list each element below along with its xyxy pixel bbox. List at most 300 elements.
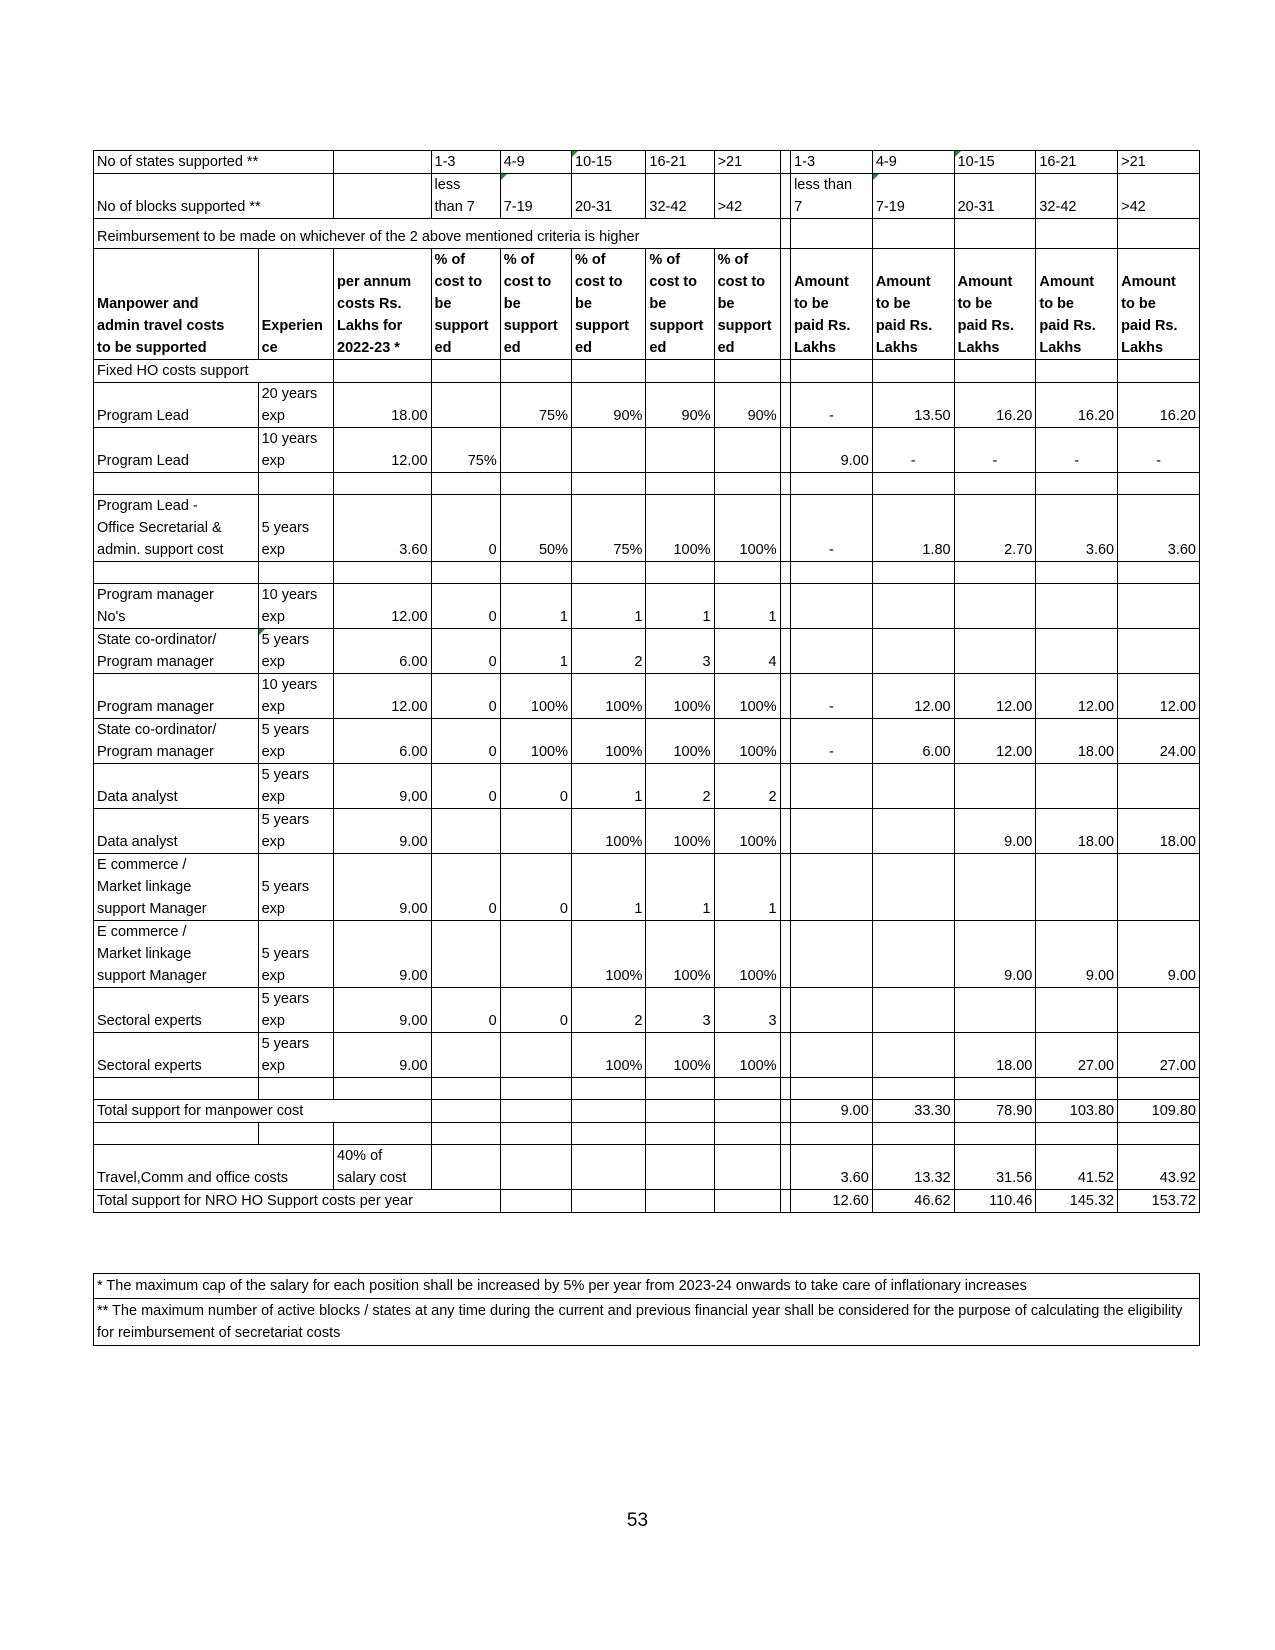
empty-cell <box>500 1190 571 1213</box>
empty-cell <box>334 151 431 174</box>
pct-value: 2 <box>572 988 646 1033</box>
amount-value <box>791 809 873 854</box>
header-pct: % of cost to be support ed <box>646 249 714 360</box>
empty-cell <box>258 562 333 584</box>
total-amount: 78.90 <box>954 1100 1036 1123</box>
amount-value: 3.60 <box>1118 495 1200 562</box>
amount-value <box>872 854 954 921</box>
total-amount: 33.30 <box>872 1100 954 1123</box>
travel-amount: 41.52 <box>1036 1145 1118 1190</box>
pct-value: 100% <box>500 674 571 719</box>
pct-value: 0 <box>431 764 500 809</box>
travel-label: Travel,Comm and office costs <box>94 1145 334 1190</box>
header-amount: Amount to be paid Rs. Lakhs <box>1118 249 1200 360</box>
empty-cell <box>500 473 571 495</box>
amount-value <box>791 584 873 629</box>
amount-value: 16.20 <box>1036 383 1118 428</box>
pct-value: 1 <box>500 629 571 674</box>
pct-value: 100% <box>714 495 780 562</box>
empty-cell <box>646 1123 714 1145</box>
role: Program Lead - Office Secretarial & admin. support cost <box>94 495 259 562</box>
header-pct: % of cost to be support ed <box>572 249 646 360</box>
total-nro-row <box>94 1190 1200 1213</box>
total-amount: 109.80 <box>1118 1100 1200 1123</box>
amount-value: - <box>791 495 873 562</box>
empty-cell <box>780 360 790 383</box>
empty-cell <box>954 562 1036 584</box>
spacer-row <box>94 562 1200 584</box>
empty-cell <box>431 1078 500 1100</box>
empty-cell <box>572 360 646 383</box>
separator <box>780 674 790 719</box>
empty-cell <box>334 473 431 495</box>
header-cost: per annum costs Rs. Lakhs for 2022-23 * <box>334 249 431 360</box>
pct-value: 100% <box>572 719 646 764</box>
pct-value: 1 <box>572 764 646 809</box>
amount-value: 3.60 <box>1036 495 1118 562</box>
fixed-ho-row <box>94 360 1200 383</box>
amount-value <box>1036 764 1118 809</box>
data-row <box>94 719 1200 764</box>
amount-value: 9.00 <box>791 428 873 473</box>
amount-value <box>1118 764 1200 809</box>
fixed-ho-label: Fixed HO costs support <box>94 360 334 383</box>
role: State co-ordinator/ Program manager <box>94 719 259 764</box>
empty-cell <box>431 562 500 584</box>
amount-value <box>872 809 954 854</box>
amount-value: 12.00 <box>1036 674 1118 719</box>
pct-value: 90% <box>714 383 780 428</box>
separator <box>780 584 790 629</box>
pct-value: 100% <box>500 719 571 764</box>
empty-cell <box>714 1100 780 1123</box>
pct-value <box>714 428 780 473</box>
empty-cell <box>714 1123 780 1145</box>
empty-cell <box>780 473 790 495</box>
role: Program Lead <box>94 428 259 473</box>
experience: 20 years exp <box>258 383 333 428</box>
amount-value: - <box>1118 428 1200 473</box>
empty-cell <box>500 1145 571 1190</box>
separator <box>780 1190 790 1213</box>
empty-cell <box>1118 562 1200 584</box>
annual-cost: 9.00 <box>334 854 431 921</box>
experience: 5 years exp <box>258 988 333 1033</box>
header-amount: Amount to be paid Rs. Lakhs <box>1036 249 1118 360</box>
pct-value: 100% <box>714 674 780 719</box>
empty-cell <box>646 360 714 383</box>
amount-value <box>1036 854 1118 921</box>
pct-value: 75% <box>572 495 646 562</box>
empty-cell <box>646 1145 714 1190</box>
amount-value <box>954 988 1036 1033</box>
page-number: 53 <box>626 1510 649 1531</box>
annual-cost: 9.00 <box>334 988 431 1033</box>
role: Program manager <box>94 674 259 719</box>
empty-cell <box>954 219 1036 249</box>
empty-cell <box>1118 219 1200 249</box>
pct-value <box>431 383 500 428</box>
separator <box>780 219 790 249</box>
empty-cell <box>791 360 873 383</box>
amount-value: - <box>791 719 873 764</box>
annual-cost: 12.00 <box>334 674 431 719</box>
amount-value: - <box>1036 428 1118 473</box>
empty-cell <box>334 360 431 383</box>
state-range: 10-15 <box>954 151 1036 174</box>
separator <box>780 988 790 1033</box>
block-range: 7-19 <box>872 174 954 219</box>
travel-amount: 3.60 <box>791 1145 873 1190</box>
empty-cell <box>954 1078 1036 1100</box>
data-row <box>94 921 1200 988</box>
amount-value <box>954 854 1036 921</box>
total-manpower-label: Total support for manpower cost <box>94 1100 432 1123</box>
amount-value <box>872 921 954 988</box>
state-range: 10-15 <box>572 151 646 174</box>
empty-cell <box>500 562 571 584</box>
pct-value: 50% <box>500 495 571 562</box>
empty-cell <box>94 562 259 584</box>
annual-cost: 9.00 <box>334 1033 431 1078</box>
pct-value: 0 <box>500 854 571 921</box>
pct-value: 100% <box>572 1033 646 1078</box>
empty-cell <box>1036 1078 1118 1100</box>
empty-cell <box>872 360 954 383</box>
pct-value: 0 <box>431 584 500 629</box>
pct-value: 1 <box>500 584 571 629</box>
amount-value: 9.00 <box>954 809 1036 854</box>
annual-cost: 9.00 <box>334 764 431 809</box>
empty-cell <box>1118 360 1200 383</box>
pct-value <box>500 921 571 988</box>
experience: 5 years exp <box>258 921 333 988</box>
data-row <box>94 809 1200 854</box>
empty-cell <box>334 174 431 219</box>
pct-value: 0 <box>431 719 500 764</box>
pct-value <box>572 428 646 473</box>
amount-value <box>872 629 954 674</box>
empty-cell <box>872 473 954 495</box>
amount-value: 27.00 <box>1036 1033 1118 1078</box>
amount-value <box>1036 584 1118 629</box>
amount-value: - <box>791 383 873 428</box>
separator <box>780 1100 790 1123</box>
total-nro-amount: 12.60 <box>791 1190 873 1213</box>
block-range: less than 7 <box>431 174 500 219</box>
total-amount: 103.80 <box>1036 1100 1118 1123</box>
pct-value: 2 <box>714 764 780 809</box>
reimbursement-note: Reimbursement to be made on whichever of the 2 above mentioned criteria is higher <box>94 219 781 249</box>
data-row <box>94 764 1200 809</box>
travel-amount: 43.92 <box>1118 1145 1200 1190</box>
separator <box>780 151 790 174</box>
state-range: 4-9 <box>500 151 571 174</box>
empty-cell <box>954 1123 1036 1145</box>
separator <box>780 1033 790 1078</box>
note-row <box>94 219 1200 249</box>
total-manpower-row <box>94 1100 1200 1123</box>
amount-value: 2.70 <box>954 495 1036 562</box>
amount-value: - <box>872 428 954 473</box>
experience: 10 years exp <box>258 428 333 473</box>
header-amount: Amount to be paid Rs. Lakhs <box>872 249 954 360</box>
experience: 5 years exp <box>258 764 333 809</box>
empty-cell <box>94 473 259 495</box>
empty-cell <box>1036 1123 1118 1145</box>
pct-value: 2 <box>646 764 714 809</box>
pct-value: 100% <box>646 674 714 719</box>
amount-value <box>791 1033 873 1078</box>
pct-value <box>500 809 571 854</box>
amount-value <box>791 921 873 988</box>
header-experience: Experien ce <box>258 249 333 360</box>
pct-value: 0 <box>500 988 571 1033</box>
empty-cell <box>334 1078 431 1100</box>
pct-value: 100% <box>646 495 714 562</box>
amount-value: 18.00 <box>1118 809 1200 854</box>
spacer-row <box>94 1078 1200 1100</box>
pct-value: 3 <box>714 988 780 1033</box>
empty-cell <box>1118 1123 1200 1145</box>
amount-value: 9.00 <box>1036 921 1118 988</box>
amount-value <box>791 764 873 809</box>
empty-cell <box>572 1078 646 1100</box>
pct-value <box>431 921 500 988</box>
empty-cell <box>954 360 1036 383</box>
amount-value <box>872 1033 954 1078</box>
amount-value: 16.20 <box>1118 383 1200 428</box>
block-range: 20-31 <box>572 174 646 219</box>
pct-value: 0 <box>500 764 571 809</box>
empty-cell <box>872 1078 954 1100</box>
annual-cost: 9.00 <box>334 921 431 988</box>
data-row <box>94 629 1200 674</box>
role: Sectoral experts <box>94 988 259 1033</box>
pct-value <box>500 1033 571 1078</box>
annual-cost: 9.00 <box>334 809 431 854</box>
amount-value: 12.00 <box>872 674 954 719</box>
pct-value: 0 <box>431 988 500 1033</box>
amount-value <box>954 764 1036 809</box>
empty-cell <box>714 473 780 495</box>
empty-cell <box>572 1190 646 1213</box>
data-row <box>94 674 1200 719</box>
role: Data analyst <box>94 764 259 809</box>
empty-cell <box>780 562 790 584</box>
amount-value: 16.20 <box>954 383 1036 428</box>
separator <box>780 174 790 219</box>
pct-value: 100% <box>646 1033 714 1078</box>
separator <box>780 764 790 809</box>
experience: 5 years exp <box>258 1033 333 1078</box>
empty-cell <box>872 219 954 249</box>
role: Program Lead <box>94 383 259 428</box>
amount-value: 18.00 <box>1036 719 1118 764</box>
amount-value: 12.00 <box>954 674 1036 719</box>
empty-cell <box>431 473 500 495</box>
total-nro-label: Total support for NRO HO Support costs per year <box>94 1190 501 1213</box>
block-range: 32-42 <box>646 174 714 219</box>
pct-value: 100% <box>714 921 780 988</box>
pct-value <box>431 1033 500 1078</box>
states-row <box>94 151 1200 174</box>
separator <box>780 249 790 360</box>
empty-cell <box>431 1145 500 1190</box>
empty-cell <box>500 1078 571 1100</box>
pct-value: 1 <box>572 584 646 629</box>
empty-cell <box>714 1145 780 1190</box>
empty-cell <box>572 562 646 584</box>
empty-cell <box>1118 473 1200 495</box>
experience: 10 years exp <box>258 674 333 719</box>
pct-value: 100% <box>646 921 714 988</box>
amount-value <box>872 988 954 1033</box>
spacer-row <box>94 1123 1200 1145</box>
empty-cell <box>791 473 873 495</box>
total-nro-amount: 145.32 <box>1036 1190 1118 1213</box>
annual-cost: 18.00 <box>334 383 431 428</box>
state-range: >21 <box>714 151 780 174</box>
pct-value: 2 <box>572 629 646 674</box>
annual-cost: 6.00 <box>334 719 431 764</box>
experience: 5 years exp <box>258 495 333 562</box>
experience: 5 years exp <box>258 719 333 764</box>
amount-value: 12.00 <box>1118 674 1200 719</box>
pct-value: 90% <box>572 383 646 428</box>
amount-value: 9.00 <box>1118 921 1200 988</box>
pct-value: 1 <box>572 854 646 921</box>
data-row <box>94 428 1200 473</box>
pct-value <box>500 428 571 473</box>
amount-value: - <box>954 428 1036 473</box>
amount-value <box>791 854 873 921</box>
empty-cell <box>780 1123 790 1145</box>
block-range: 7-19 <box>500 174 571 219</box>
empty-cell <box>714 1190 780 1213</box>
block-range: less than 7 <box>791 174 873 219</box>
empty-cell <box>714 562 780 584</box>
role: E commerce / Market linkage support Manager <box>94 854 259 921</box>
data-row <box>94 988 1200 1033</box>
empty-cell <box>646 562 714 584</box>
separator <box>780 719 790 764</box>
state-range: 4-9 <box>872 151 954 174</box>
separator <box>780 809 790 854</box>
amount-value: 13.50 <box>872 383 954 428</box>
pct-value: 1 <box>646 584 714 629</box>
empty-cell <box>646 1100 714 1123</box>
header-role: Manpower and admin travel costs to be supported <box>94 249 259 360</box>
amount-value <box>1118 629 1200 674</box>
empty-cell <box>431 1100 500 1123</box>
amount-value: 18.00 <box>954 1033 1036 1078</box>
empty-cell <box>1118 1078 1200 1100</box>
pct-value: 0 <box>431 629 500 674</box>
empty-cell <box>258 473 333 495</box>
state-range: 1-3 <box>791 151 873 174</box>
state-range: 16-21 <box>1036 151 1118 174</box>
experience: 10 years exp <box>258 584 333 629</box>
amount-value: 18.00 <box>1036 809 1118 854</box>
data-row <box>94 383 1200 428</box>
pct-value: 1 <box>646 854 714 921</box>
amount-value <box>872 764 954 809</box>
empty-cell <box>780 1078 790 1100</box>
amount-value: 24.00 <box>1118 719 1200 764</box>
empty-cell <box>646 473 714 495</box>
separator <box>780 921 790 988</box>
separator <box>780 854 790 921</box>
annual-cost: 6.00 <box>334 629 431 674</box>
empty-cell <box>431 360 500 383</box>
state-range: >21 <box>1118 151 1200 174</box>
total-nro-amount: 46.62 <box>872 1190 954 1213</box>
empty-cell <box>791 1123 873 1145</box>
empty-cell <box>791 1078 873 1100</box>
amount-value: 6.00 <box>872 719 954 764</box>
amount-value: 1.80 <box>872 495 954 562</box>
block-range: 32-42 <box>1036 174 1118 219</box>
empty-cell <box>94 1123 259 1145</box>
amount-value: 12.00 <box>954 719 1036 764</box>
footnote-active-blocks: ** The maximum number of active blocks / states at any time during the current and previous financial year shall be considered for the purpose of calculating the eligibility for reimbursement of secretariat costs <box>94 1299 1200 1346</box>
total-amount: 9.00 <box>791 1100 873 1123</box>
separator <box>780 383 790 428</box>
header-pct: % of cost to be support ed <box>714 249 780 360</box>
separator <box>780 495 790 562</box>
pct-value <box>431 809 500 854</box>
empty-cell <box>258 1123 333 1145</box>
pct-value: 100% <box>572 674 646 719</box>
empty-cell <box>500 1100 571 1123</box>
header-amount: Amount to be paid Rs. Lakhs <box>791 249 873 360</box>
footnote-salary-cap: * The maximum cap of the salary for each position shall be increased by 5% per year from 2023-24 onwards to take care of inflationary increases <box>94 1274 1200 1299</box>
travel-amount: 13.32 <box>872 1145 954 1190</box>
pct-value: 4 <box>714 629 780 674</box>
amount-value: 27.00 <box>1118 1033 1200 1078</box>
spacer-row <box>94 473 1200 495</box>
pct-value: 100% <box>714 719 780 764</box>
cost-table <box>93 150 1200 1213</box>
empty-cell <box>334 562 431 584</box>
experience: 5 years exp <box>258 629 333 674</box>
states-label: No of states supported ** <box>94 151 334 174</box>
empty-cell <box>258 1078 333 1100</box>
data-row <box>94 495 1200 562</box>
empty-cell <box>572 1100 646 1123</box>
empty-cell <box>94 1078 259 1100</box>
empty-cell <box>791 562 873 584</box>
footnotes <box>93 1273 1200 1346</box>
amount-value <box>1036 988 1118 1033</box>
empty-cell <box>646 1190 714 1213</box>
pct-value: 1 <box>714 854 780 921</box>
pct-value: 100% <box>572 921 646 988</box>
data-row <box>94 854 1200 921</box>
empty-cell <box>872 562 954 584</box>
block-range: 20-31 <box>954 174 1036 219</box>
pct-value: 3 <box>646 629 714 674</box>
pct-value: 0 <box>431 495 500 562</box>
empty-cell <box>791 219 873 249</box>
empty-cell <box>500 360 571 383</box>
empty-cell <box>1036 360 1118 383</box>
state-range: 16-21 <box>646 151 714 174</box>
pct-value: 75% <box>500 383 571 428</box>
amount-value <box>954 629 1036 674</box>
travel-amount: 31.56 <box>954 1145 1036 1190</box>
